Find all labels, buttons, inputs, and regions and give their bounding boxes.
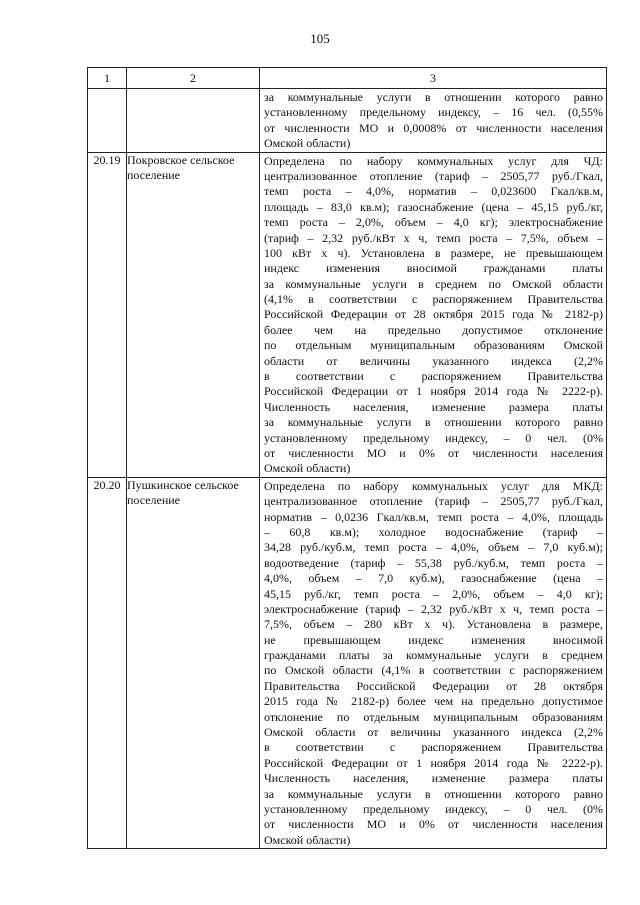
page-number: 105 (310, 31, 330, 46)
text-line: – 60,8 кв.м); холодное водоснабжение (тариф – (264, 524, 603, 539)
text-line: Определена по набору коммунальных услуг для ЧД: (264, 153, 603, 168)
text-line: за коммунальные услуги в отношении которого равно (264, 415, 603, 430)
text-line: централизованное отопление (тариф – 2505,77 руб./Гкал, (264, 494, 603, 509)
text-line: 7,5%, объем – 280 кВт х ч). Установлена в размере, (264, 617, 603, 632)
text-line: электроснабжение (тариф – 2,32 руб./кВт х ч, темп роста – (264, 601, 603, 616)
text-line: от численности МО и 0% от численности населения (264, 817, 603, 832)
text-line: Определена по набору коммунальных услуг для МКД: (264, 478, 603, 493)
text-line: 2015 года № 2182-р) более чем на предельно допустимое (264, 694, 603, 709)
text-line: Омской области от величины указанного индекса (2,2% (264, 725, 603, 740)
table-row-continuation (88, 89, 607, 153)
text-line: области от величины указанного индекса (2,2% (264, 353, 603, 368)
description-text (260, 478, 606, 848)
settlement-name: Пушкинское сельское поселение (127, 477, 260, 848)
text-line: централизованное отопление (тариф – 2505,77 руб./Гкал, (264, 168, 603, 183)
text-line: установленному предельному индексу, – 0 чел. (0% (264, 430, 603, 445)
column-header-2: 2 (127, 68, 260, 89)
text-line: 34,28 руб./куб.м, темп роста – 4,0%, объем – 7,0 куб.м); (264, 540, 603, 555)
table-row-20-20 (88, 477, 607, 848)
document-table (87, 67, 607, 849)
text-line: 100 кВт х ч). Установлена в размере, не превышающем (264, 245, 603, 260)
column-header-1: 1 (88, 68, 127, 89)
text-line: от численности МО и 0,0008% от численности населения (264, 120, 603, 135)
text-line: в соответствии с распоряжением Правительства (264, 740, 603, 755)
table-header-row (88, 68, 607, 89)
description-text (260, 153, 606, 477)
text-line: Численность населения, изменение размера платы (264, 771, 603, 786)
text-line: от численности МО и 0% от численности населения (264, 445, 603, 460)
table-row-20-19 (88, 152, 607, 477)
settlement-name: Покровское сельское поселение (127, 152, 260, 477)
text-line: Численность населения, изменение размера платы (264, 399, 603, 414)
text-line: более чем на предельно допустимое отклонение (264, 322, 603, 337)
row-number: 20.20 (88, 477, 127, 848)
text-line: установленному предельному индексу, – 16 чел. (0,55% (264, 105, 603, 120)
text-line: водоотведение (тариф – 55,38 руб./куб.м, темп роста – (264, 555, 603, 570)
text-line: темп роста – 2,0%, объем – 4,0 кг); электроснабжение (264, 215, 603, 230)
row-number-cell (88, 89, 127, 153)
text-line: 45,15 руб./кг, темп роста – 2,0%, объем – 4,0 кг); (264, 586, 603, 601)
text-line: 4,0%, объем – 7,0 куб.м), газоснабжение (цена – (264, 571, 603, 586)
text-line: Российской Федерации от 1 ноября 2014 года № 2222-р). (264, 755, 603, 770)
row-description-cell (260, 477, 607, 848)
text-line: отклонение по отдельным муниципальным образованиям (264, 709, 603, 724)
text-line: Омской области) (264, 136, 351, 151)
column-header-3: 3 (260, 68, 607, 89)
text-line: площадь – 83,0 кв.м); газоснабжение (цена – 45,15 руб./кг, (264, 199, 603, 214)
text-line: Российской Федерации от 28 октября 2015 года № 2182-р) (264, 307, 603, 322)
text-line: в соответствии с распоряжением Правительства (264, 369, 603, 384)
text-line: индекс изменения вносимой гражданами платы (264, 261, 603, 276)
text-line: по Омской области (4,1% в соответствии с распоряжением (264, 663, 603, 678)
text-line: норматив – 0,0236 Гкал/кв.м, темп роста – 4,0%, площадь (264, 509, 603, 524)
row-description-cell (260, 152, 607, 477)
text-line: не превышающем индекс изменения вносимой (264, 632, 603, 647)
row-name-cell (127, 89, 260, 153)
text-line: (4,1% в соответствии с распоряжением Правительства (264, 292, 603, 307)
description-text (260, 89, 606, 152)
text-line: установленному предельному индексу, – 0 чел. (0% (264, 801, 603, 816)
text-line: темп роста – 4,0%, норматив – 0,023600 Гкал/кв.м, (264, 184, 603, 199)
row-description-cell (260, 89, 607, 153)
text-line: по отдельным муниципальным образованиям Омской (264, 338, 603, 353)
text-line: гражданами платы за коммунальные услуги в среднем (264, 648, 603, 663)
text-line: (тариф – 2,32 руб./кВт х ч, темп роста – 7,5%, объем – (264, 230, 603, 245)
text-line: за коммунальные услуги в среднем по Омской области (264, 276, 603, 291)
text-line: Российской Федерации от 1 ноября 2014 года № 2222-р). (264, 384, 603, 399)
text-line: за коммунальные услуги в отношении которого равно (264, 90, 603, 104)
text-line: Омской области) (264, 461, 351, 476)
text-line: за коммунальные услуги в отношении которого равно (264, 786, 603, 801)
text-line: Омской области) (264, 832, 351, 847)
row-number: 20.19 (88, 152, 127, 477)
text-line: Правительства Российской Федерации от 28 октября (264, 678, 603, 693)
